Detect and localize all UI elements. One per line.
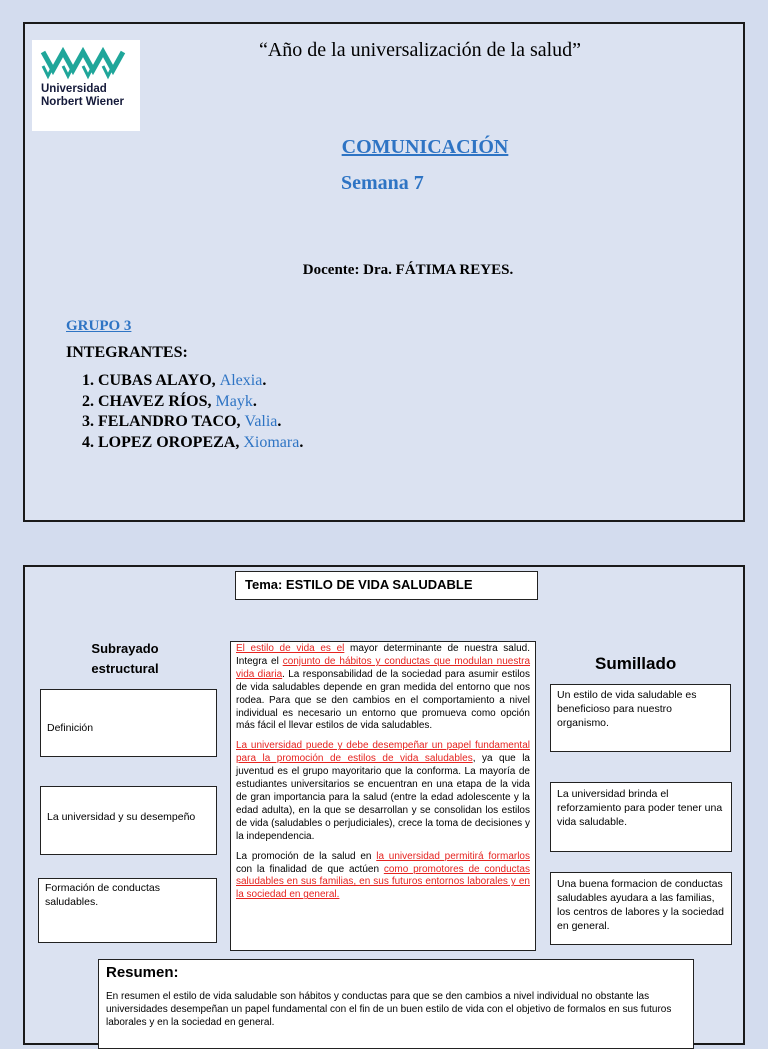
- logo-line-2: Norbert Wiener: [41, 96, 124, 108]
- member-item: 1. CUBAS ALAYO, Alexia.: [82, 372, 267, 389]
- summary-item-3: Una buena formacion de conductas saludables ayudara a las familias, los centros de labores y la sociedad en general.: [550, 872, 732, 945]
- structural-item-university: La universidad y su desempeño: [40, 786, 217, 855]
- members-heading: INTEGRANTES:: [66, 344, 188, 361]
- underlined-phrase: la universidad permitirá formarlos: [376, 850, 530, 862]
- member-item: 2. CHAVEZ RÍOS, Mayk.: [82, 392, 257, 410]
- topic-box: Tema: ESTILO DE VIDA SALUDABLE: [235, 571, 538, 600]
- logo-text: [41, 83, 124, 109]
- member-item: 4. LOPEZ OROPEZA, Xiomara.: [82, 433, 304, 451]
- summary-item-2: La universidad brinda el reforzamiento para poder tener una vida saludable.: [550, 782, 732, 852]
- group-label: GRUPO 3: [66, 318, 132, 334]
- text-segment: con la finalidad de que actúen: [236, 863, 384, 875]
- member-item: 3. FELANDRO TACO, Valia.: [82, 413, 282, 430]
- text-segment: La promoción de la salud en: [236, 850, 377, 862]
- text-segment: . La responsabilidad de la sociedad para asumir estilos de vida saludables depende en gran medida del entorno que nos rodea. Para que se den cambios en el comportamiento a nivel individual es necesario un entorno que promueva como opción más fácil el llevar estilos de vida saludables.: [236, 668, 530, 732]
- cover-page: [23, 22, 745, 522]
- text-paragraph: [236, 851, 530, 903]
- underlined-phrase: como promotores de conductas saludables en sus familias, en sus futuros entornos laborales y en la sociedad en general.: [236, 863, 530, 901]
- logo-line-1: Universidad: [41, 83, 107, 95]
- text-segment: mayor determinante de nuestra salud. Integra el: [236, 643, 530, 667]
- subject-title: COMUNICACIÓN: [341, 136, 509, 158]
- structural-heading: Subrayado estructural: [91, 641, 159, 676]
- text-segment: , ya que la juventud es el grupo mayoritario que la conforma. La mayoría de estudiantes universitarios se encuentran en una etapa de la vida de gran importancia para la salud (entre la edad adolescente y la edad adulta), en la que se desarrollan y se consolidan los estilos de vida (saludables o perjudiciales), crece la toma de decisiones y la independencia.: [236, 753, 530, 842]
- summary-box: [98, 959, 694, 1049]
- week-label: Semana 7: [341, 172, 424, 194]
- underlined-phrase: conjunto de hábitos y conductas que modulan nuestra vida diaria: [236, 655, 531, 680]
- structural-item-formation: Formación de conductas saludables.: [38, 878, 217, 943]
- summary-heading: Sumillado: [595, 654, 677, 673]
- structural-item-definition: Definición: [40, 689, 217, 757]
- summary-text: En resumen el estilo de vida saludable son hábitos y conductas para que se den cambios a nivel individual no obstante las universidades desempeñan un papel fundamental con el fin de un buen estilo de vida con el objetivo de formalos en sus futuros laborales y en la sociedad en general.: [106, 991, 672, 1028]
- underlined-phrase: El estilo de vida es el: [236, 643, 345, 654]
- underlined-phrase: La universidad puede y debe desempeñar un papel fundamental para la promoción de estilos de vida saludables: [236, 740, 530, 765]
- summary-item-1: Un estilo de vida saludable es beneficioso para nuestro organismo.: [550, 684, 731, 752]
- text-paragraph: [236, 740, 530, 843]
- year-motto: “Año de la universalización de la salud”: [258, 39, 582, 61]
- members-list: [82, 371, 303, 453]
- text-paragraph: [236, 643, 530, 733]
- teacher-name: Docente: Dra. FÁTIMA REYES.: [302, 262, 514, 278]
- worksheet-page: [23, 565, 745, 1045]
- summary-title: Resumen:: [106, 964, 179, 981]
- main-text-box: [230, 641, 536, 951]
